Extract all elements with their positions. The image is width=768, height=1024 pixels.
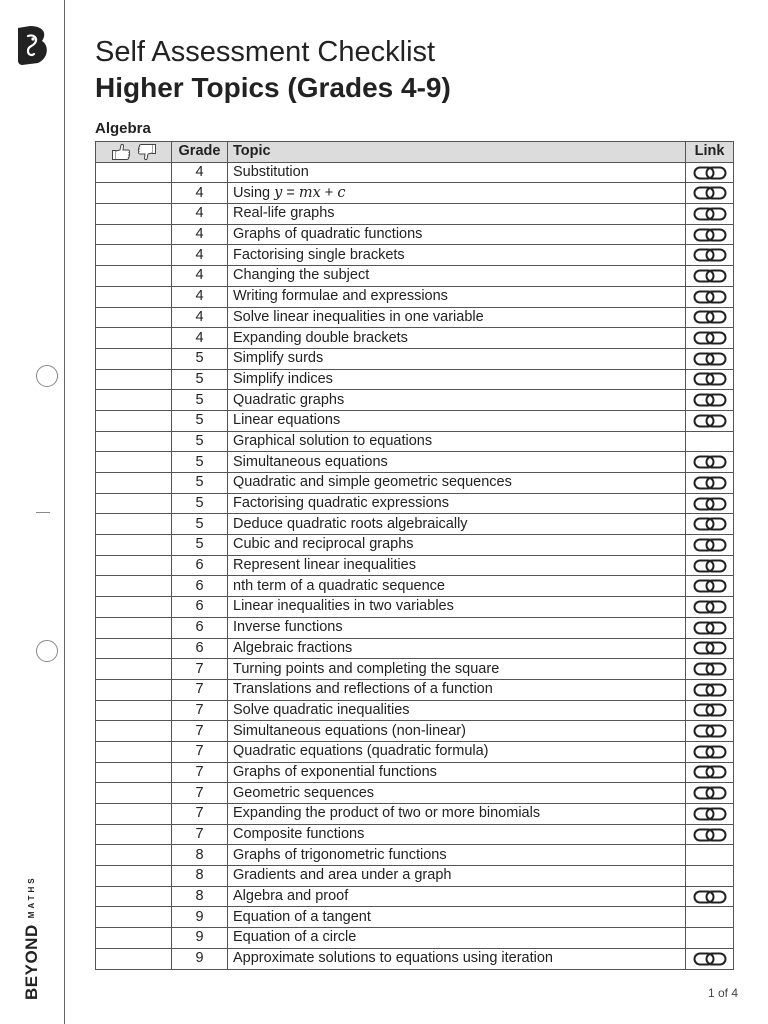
document-subtitle: Higher Topics (Grades 4-9)	[95, 72, 451, 103]
empty-link-cell	[686, 866, 734, 887]
grade-cell: 5	[172, 348, 228, 369]
chain-link-icon	[693, 765, 727, 779]
table-row	[96, 886, 734, 907]
topic-cell: Graphs of quadratic functions	[228, 224, 686, 245]
table-row	[96, 762, 734, 783]
table-row	[96, 617, 734, 638]
checklist-table	[95, 141, 734, 970]
topic-cell: Simultaneous equations (non-linear)	[228, 721, 686, 742]
topic-cell: Linear inequalities in two variables	[228, 597, 686, 618]
topic-cell: Simplify surds	[228, 348, 686, 369]
topic-cell: Real-life graphs	[228, 204, 686, 225]
table-row	[96, 555, 734, 576]
chain-link-icon	[693, 559, 727, 573]
link-cell[interactable]	[686, 162, 734, 183]
page-number: 1 of 4	[708, 986, 739, 1000]
link-cell[interactable]	[686, 783, 734, 804]
header-link: Link	[686, 142, 734, 163]
empty-link-cell	[686, 928, 734, 949]
assessment-cell[interactable]	[96, 659, 172, 680]
topic-cell: Graphs of exponential functions	[228, 762, 686, 783]
table-row	[96, 431, 734, 452]
brand-word-1: BEYOND	[22, 924, 41, 1000]
table-row	[96, 307, 734, 328]
chain-link-icon	[693, 807, 727, 821]
topic-cell: Solve linear inequalities in one variable	[228, 307, 686, 328]
topic-cell: Substitution	[228, 162, 686, 183]
table-row	[96, 597, 734, 618]
chain-link-icon	[693, 703, 727, 717]
link-cell[interactable]	[686, 369, 734, 390]
grade-cell: 4	[172, 328, 228, 349]
chain-link-icon	[693, 352, 727, 366]
table-row	[96, 452, 734, 473]
chain-link-icon	[693, 166, 727, 180]
grade-cell: 5	[172, 390, 228, 411]
grade-cell: 7	[172, 824, 228, 845]
topic-cell: Cubic and reciprocal graphs	[228, 535, 686, 556]
grade-cell: 8	[172, 886, 228, 907]
chain-link-icon	[693, 579, 727, 593]
grade-cell: 5	[172, 369, 228, 390]
table-header-row	[96, 142, 734, 163]
link-cell[interactable]	[686, 762, 734, 783]
table-row	[96, 162, 734, 183]
link-cell[interactable]	[686, 452, 734, 473]
chain-link-icon	[693, 331, 727, 345]
chain-link-icon	[693, 497, 727, 511]
assessment-cell[interactable]	[96, 245, 172, 266]
topic-cell: Deduce quadratic roots algebraically	[228, 514, 686, 535]
assessment-cell[interactable]	[96, 597, 172, 618]
grade-cell: 6	[172, 555, 228, 576]
table-row	[96, 700, 734, 721]
chain-link-icon	[693, 786, 727, 800]
chain-link-icon	[693, 621, 727, 635]
topic-cell: Writing formulae and expressions	[228, 286, 686, 307]
topic-cell: Expanding double brackets	[228, 328, 686, 349]
assessment-cell[interactable]	[96, 907, 172, 928]
topic-cell: Quadratic graphs	[228, 390, 686, 411]
grade-cell: 7	[172, 659, 228, 680]
grade-cell: 9	[172, 907, 228, 928]
link-cell[interactable]	[686, 286, 734, 307]
assessment-cell[interactable]	[96, 162, 172, 183]
table-row	[96, 204, 734, 225]
topic-cell: nth term of a quadratic sequence	[228, 576, 686, 597]
link-cell[interactable]	[686, 804, 734, 825]
table-row	[96, 721, 734, 742]
topic-cell: Linear equations	[228, 410, 686, 431]
assessment-cell[interactable]	[96, 410, 172, 431]
table-row	[96, 824, 734, 845]
chain-link-icon	[693, 828, 727, 842]
grade-cell: 4	[172, 286, 228, 307]
assessment-cell[interactable]	[96, 473, 172, 494]
grade-cell: 4	[172, 162, 228, 183]
table-row	[96, 245, 734, 266]
assessment-cell[interactable]	[96, 286, 172, 307]
topic-cell: Geometric sequences	[228, 783, 686, 804]
chain-link-icon	[693, 724, 727, 738]
link-cell[interactable]	[686, 410, 734, 431]
topic-cell: Translations and reflections of a function	[228, 679, 686, 700]
link-cell[interactable]	[686, 390, 734, 411]
chain-link-icon	[693, 228, 727, 242]
topic-cell: Equation of a tangent	[228, 907, 686, 928]
table-row	[96, 473, 734, 494]
topic-cell: Simultaneous equations	[228, 452, 686, 473]
link-cell[interactable]	[686, 617, 734, 638]
grade-cell: 5	[172, 514, 228, 535]
table-row	[96, 866, 734, 887]
table-row	[96, 576, 734, 597]
link-cell[interactable]	[686, 514, 734, 535]
assessment-cell[interactable]	[96, 700, 172, 721]
assessment-cell[interactable]	[96, 638, 172, 659]
grade-cell: 7	[172, 783, 228, 804]
topic-cell: Quadratic equations (quadratic formula)	[228, 741, 686, 762]
table-row	[96, 845, 734, 866]
assessment-cell[interactable]	[96, 328, 172, 349]
chain-link-icon	[693, 393, 727, 407]
link-cell[interactable]	[686, 886, 734, 907]
assessment-cell[interactable]	[96, 866, 172, 887]
assessment-cell[interactable]	[96, 804, 172, 825]
assessment-cell[interactable]	[96, 493, 172, 514]
topic-cell: Gradients and area under a graph	[228, 866, 686, 887]
table-row	[96, 638, 734, 659]
assessment-cell[interactable]	[96, 307, 172, 328]
topic-cell: Equation of a circle	[228, 928, 686, 949]
assessment-cell[interactable]	[96, 617, 172, 638]
topic-cell: Turning points and completing the square	[228, 659, 686, 680]
grade-cell: 4	[172, 307, 228, 328]
fold-mark	[36, 512, 50, 513]
table-row	[96, 907, 734, 928]
table-row	[96, 783, 734, 804]
link-cell[interactable]	[686, 493, 734, 514]
grade-cell: 6	[172, 617, 228, 638]
thumbs-up-icon	[111, 143, 131, 161]
link-cell[interactable]	[686, 245, 734, 266]
grade-cell: 9	[172, 928, 228, 949]
link-cell[interactable]	[686, 266, 734, 287]
section-heading: Algebra	[95, 120, 151, 137]
grade-cell: 7	[172, 700, 228, 721]
assessment-cell[interactable]	[96, 845, 172, 866]
brand-word-2: MATHS	[27, 875, 36, 919]
chain-link-icon	[693, 952, 727, 966]
link-cell[interactable]	[686, 597, 734, 618]
grade-cell: 6	[172, 576, 228, 597]
assessment-cell[interactable]	[96, 762, 172, 783]
assessment-cell[interactable]	[96, 741, 172, 762]
table-row	[96, 535, 734, 556]
link-cell[interactable]	[686, 638, 734, 659]
assessment-cell[interactable]	[96, 452, 172, 473]
table-row	[96, 741, 734, 762]
topic-cell: Changing the subject	[228, 266, 686, 287]
chain-link-icon	[693, 538, 727, 552]
link-cell[interactable]	[686, 721, 734, 742]
grade-cell: 4	[172, 266, 228, 287]
assessment-cell[interactable]	[96, 783, 172, 804]
topic-cell: Graphical solution to equations	[228, 431, 686, 452]
table-row	[96, 514, 734, 535]
topic-cell: Algebraic fractions	[228, 638, 686, 659]
header-topic: Topic	[228, 142, 686, 163]
grade-cell: 5	[172, 493, 228, 514]
link-cell[interactable]	[686, 307, 734, 328]
grade-cell: 8	[172, 845, 228, 866]
chain-link-icon	[693, 186, 727, 200]
topic-cell: Approximate solutions to equations using iteration	[228, 948, 686, 969]
table-row	[96, 348, 734, 369]
chain-link-icon	[693, 600, 727, 614]
empty-link-cell	[686, 845, 734, 866]
punch-hole	[36, 640, 58, 662]
header-assessment	[96, 142, 172, 163]
table-row	[96, 928, 734, 949]
assessment-cell[interactable]	[96, 390, 172, 411]
link-cell[interactable]	[686, 328, 734, 349]
grade-cell: 7	[172, 721, 228, 742]
chain-link-icon	[693, 269, 727, 283]
thumbs-down-icon	[137, 143, 157, 161]
topic-cell: Represent linear inequalities	[228, 555, 686, 576]
link-cell[interactable]	[686, 824, 734, 845]
link-cell[interactable]	[686, 535, 734, 556]
assessment-cell[interactable]	[96, 183, 172, 204]
chain-link-icon	[693, 290, 727, 304]
chain-link-icon	[693, 414, 727, 428]
topic-cell: Expanding the product of two or more binomials	[228, 804, 686, 825]
table-row	[96, 369, 734, 390]
grade-cell: 4	[172, 204, 228, 225]
chain-link-icon	[693, 372, 727, 386]
empty-link-cell	[686, 907, 734, 928]
link-cell[interactable]	[686, 741, 734, 762]
assessment-cell[interactable]	[96, 555, 172, 576]
grade-cell: 7	[172, 679, 228, 700]
link-cell[interactable]	[686, 473, 734, 494]
table-row	[96, 328, 734, 349]
assessment-cell[interactable]	[96, 369, 172, 390]
topic-cell: Solve quadratic inequalities	[228, 700, 686, 721]
link-cell[interactable]	[686, 204, 734, 225]
grade-cell: 5	[172, 473, 228, 494]
chain-link-icon	[693, 310, 727, 324]
link-cell[interactable]	[686, 348, 734, 369]
grade-cell: 9	[172, 948, 228, 969]
link-cell[interactable]	[686, 183, 734, 204]
table-row	[96, 266, 734, 287]
grade-cell: 8	[172, 866, 228, 887]
topic-cell: Factorising quadratic expressions	[228, 493, 686, 514]
link-cell[interactable]	[686, 700, 734, 721]
assessment-cell[interactable]	[96, 204, 172, 225]
grade-cell: 5	[172, 410, 228, 431]
assessment-cell[interactable]	[96, 948, 172, 969]
table-row	[96, 410, 734, 431]
topic-cell: Quadratic and simple geometric sequences	[228, 473, 686, 494]
topic-cell: Algebra and proof	[228, 886, 686, 907]
empty-link-cell	[686, 431, 734, 452]
margin-line	[64, 0, 65, 1024]
table-row	[96, 286, 734, 307]
assessment-cell[interactable]	[96, 224, 172, 245]
grade-cell: 6	[172, 638, 228, 659]
header-grade: Grade	[172, 142, 228, 163]
grade-cell: 5	[172, 431, 228, 452]
chain-link-icon	[693, 455, 727, 469]
table-row	[96, 679, 734, 700]
assessment-cell[interactable]	[96, 514, 172, 535]
table-row	[96, 493, 734, 514]
grade-cell: 4	[172, 245, 228, 266]
chain-link-icon	[693, 476, 727, 490]
chain-link-icon	[693, 517, 727, 531]
table-row	[96, 948, 734, 969]
table-row	[96, 659, 734, 680]
grade-cell: 6	[172, 597, 228, 618]
link-cell[interactable]	[686, 224, 734, 245]
assessment-cell[interactable]	[96, 535, 172, 556]
chain-link-icon	[693, 248, 727, 262]
table-row	[96, 804, 734, 825]
link-cell[interactable]	[686, 948, 734, 969]
assessment-cell[interactable]	[96, 721, 172, 742]
assessment-cell[interactable]	[96, 266, 172, 287]
chain-link-icon	[693, 745, 727, 759]
assessment-cell[interactable]	[96, 576, 172, 597]
grade-cell: 5	[172, 452, 228, 473]
grade-cell: 7	[172, 741, 228, 762]
chain-link-icon	[693, 662, 727, 676]
grade-cell: 7	[172, 804, 228, 825]
grade-cell: 7	[172, 762, 228, 783]
table-row	[96, 183, 734, 204]
link-cell[interactable]	[686, 679, 734, 700]
assessment-cell[interactable]	[96, 348, 172, 369]
document-title: Self Assessment Checklist	[95, 36, 436, 68]
assessment-cell[interactable]	[96, 928, 172, 949]
topic-cell: Composite functions	[228, 824, 686, 845]
chain-link-icon	[693, 641, 727, 655]
assessment-cell[interactable]	[96, 679, 172, 700]
link-cell[interactable]	[686, 659, 734, 680]
grade-cell: 5	[172, 535, 228, 556]
table-row	[96, 224, 734, 245]
topic-cell: Factorising single brackets	[228, 245, 686, 266]
table-row	[96, 390, 734, 411]
topic-cell: Inverse functions	[228, 617, 686, 638]
brand-wordmark	[22, 875, 42, 1000]
assessment-cell[interactable]	[96, 824, 172, 845]
punch-hole	[36, 365, 58, 387]
assessment-cell[interactable]	[96, 431, 172, 452]
chain-link-icon	[693, 683, 727, 697]
link-cell[interactable]	[686, 576, 734, 597]
grade-cell: 4	[172, 183, 228, 204]
topic-cell: Simplify indices	[228, 369, 686, 390]
link-cell[interactable]	[686, 555, 734, 576]
assessment-cell[interactable]	[96, 886, 172, 907]
topic-cell: Using y = mx + c	[228, 183, 686, 204]
topic-cell: Graphs of trigonometric functions	[228, 845, 686, 866]
grade-cell: 4	[172, 224, 228, 245]
beyond-logo-icon	[16, 24, 50, 66]
chain-link-icon	[693, 890, 727, 904]
chain-link-icon	[693, 207, 727, 221]
